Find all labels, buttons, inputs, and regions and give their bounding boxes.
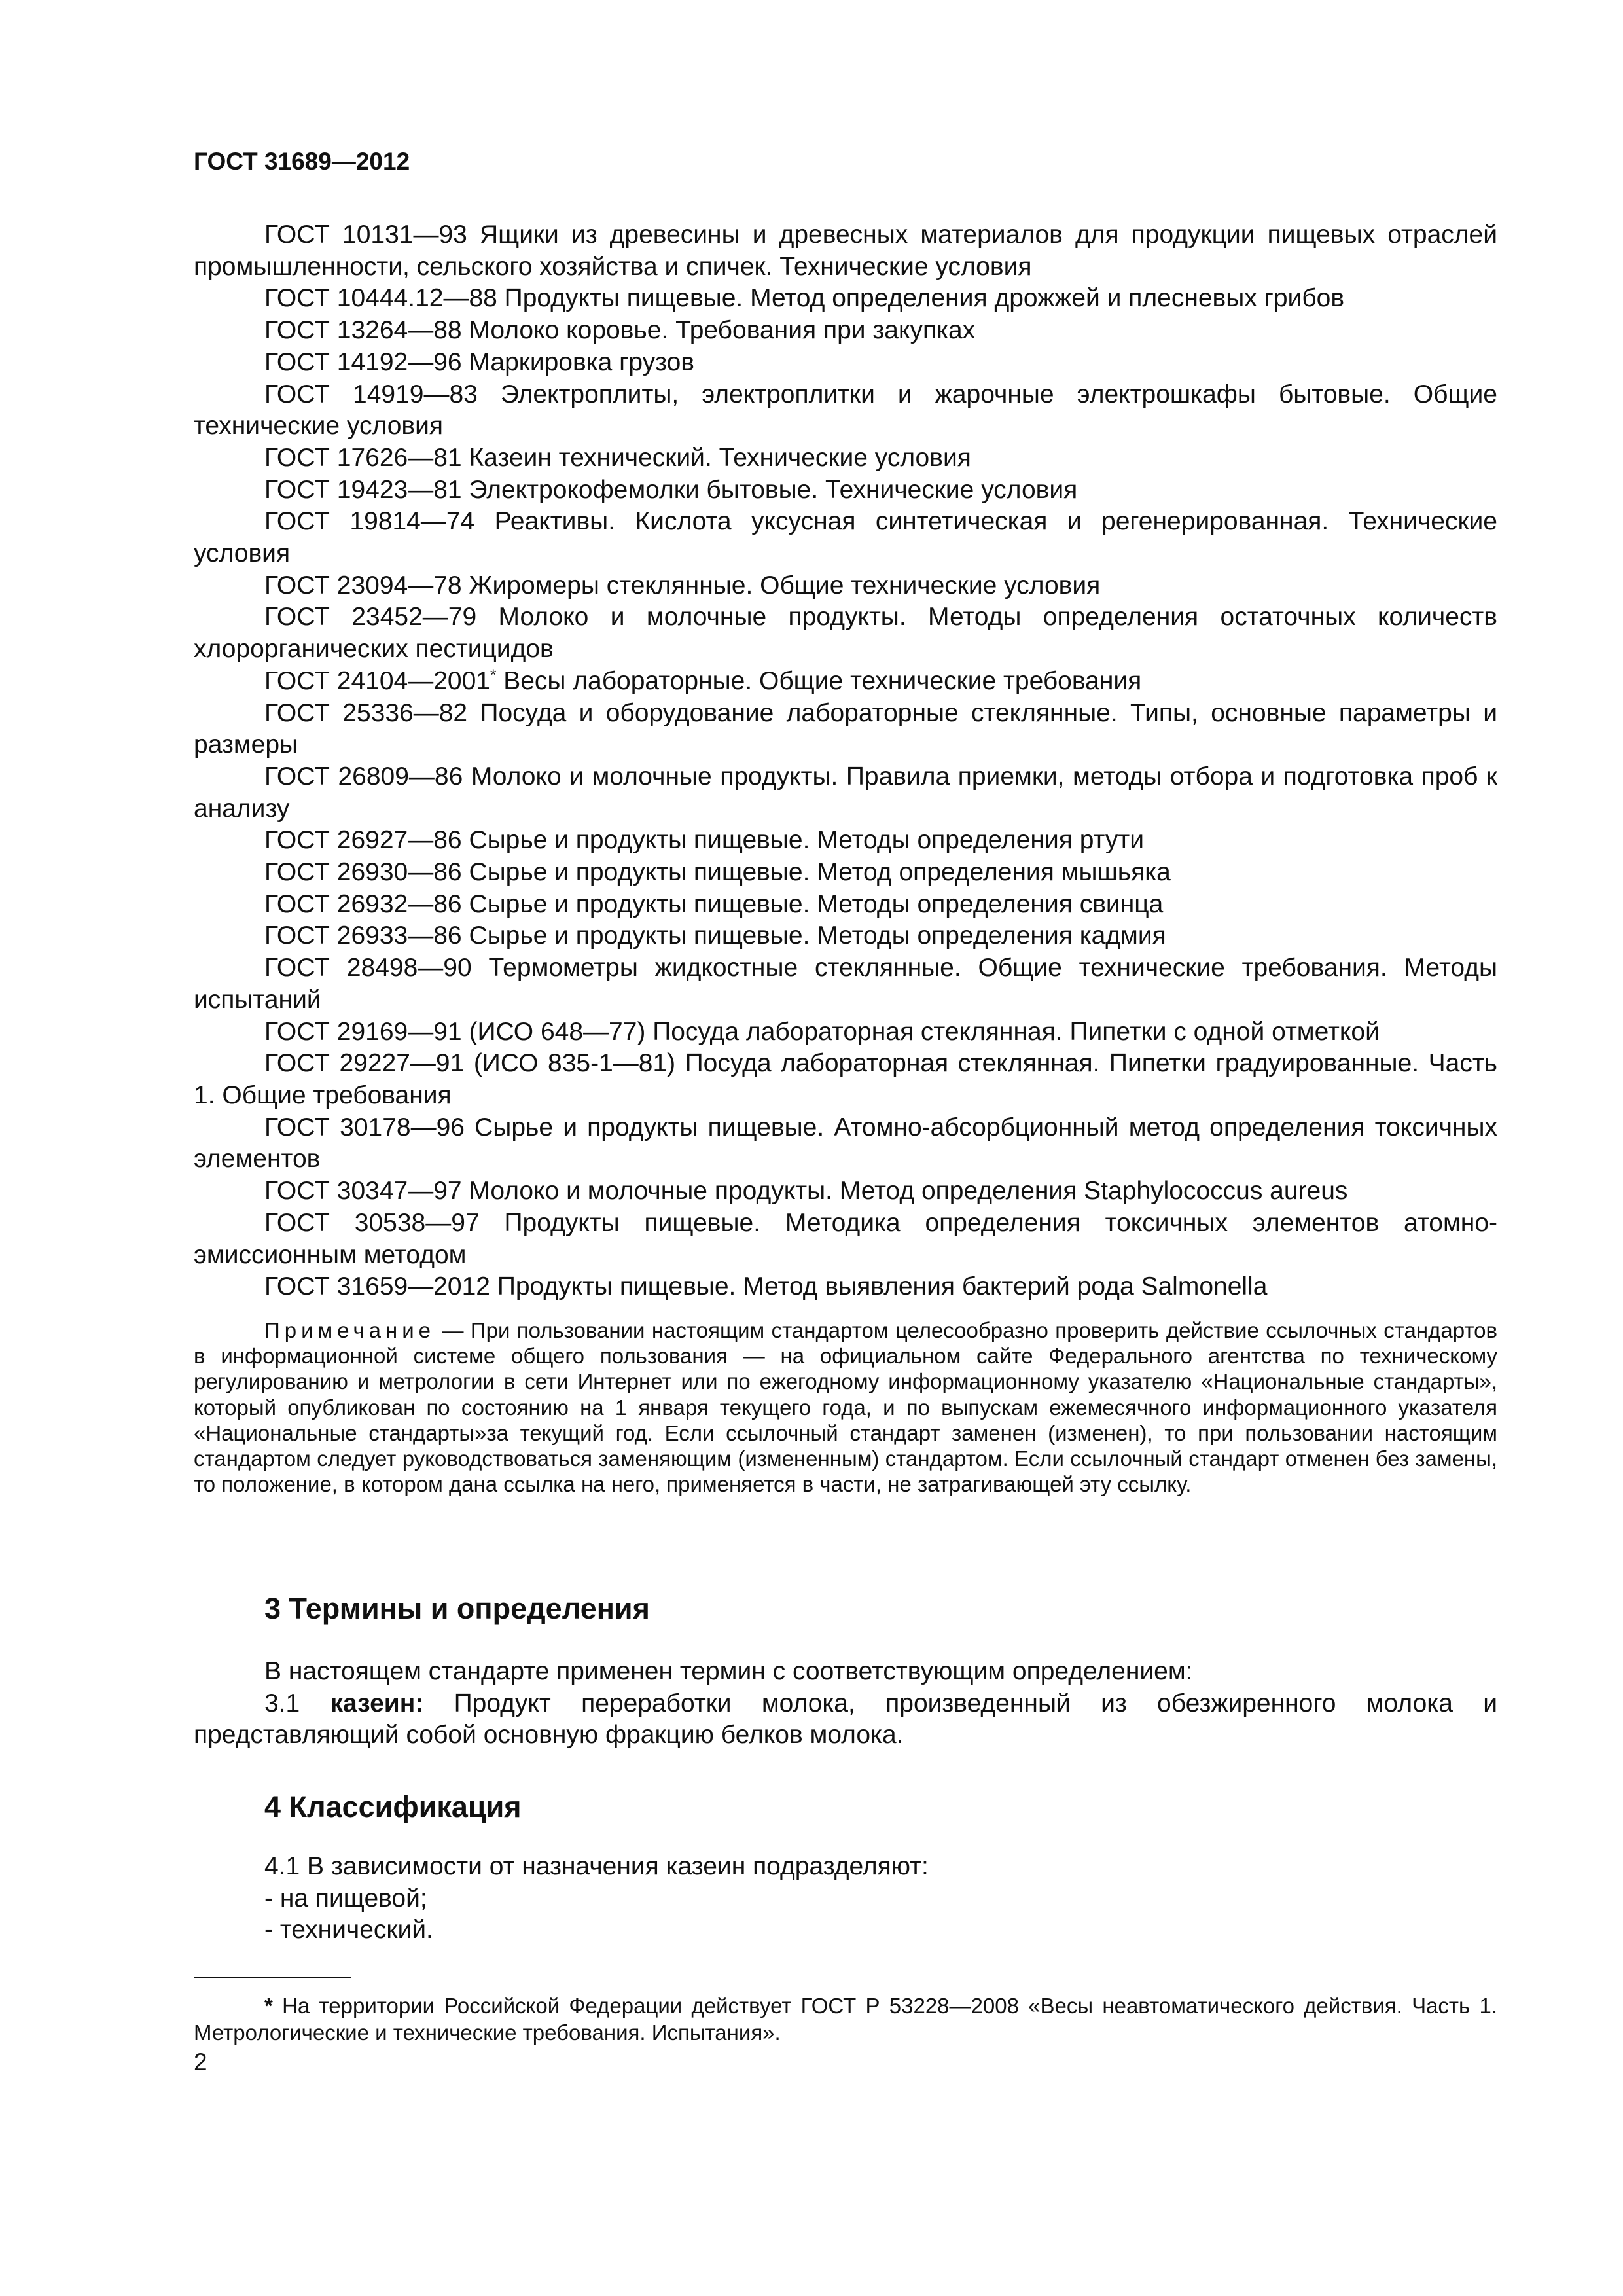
reference-item: ГОСТ 30538—97 Продукты пищевые. Методика определения токсичных элементов атомно-эмиссионным методом bbox=[194, 1208, 1497, 1269]
reference-item: ГОСТ 23452—79 Молоко и молочные продукты. Методы определения остаточных количеств хлорорганических пестицидов bbox=[194, 603, 1497, 664]
reference-item: ГОСТ 14919—83 Электроплиты, электроплитки и жарочные электрошкафы бытовые. Общие технические условия bbox=[194, 380, 1497, 440]
reference-item: ГОСТ 10131—93 Ящики из древесины и древесных материалов для продукции пищевых отраслей промышленности, сельского хозяйства и спичек. Технические условия bbox=[194, 221, 1497, 281]
section-3-body bbox=[194, 1656, 1497, 1751]
reference-item: ГОСТ 19814—74 Реактивы. Кислота уксусная синтетическая и регенерированная. Технические условия bbox=[194, 507, 1497, 568]
section-4-body bbox=[194, 1851, 1497, 1946]
page-number: 2 bbox=[194, 2049, 207, 2075]
note-block bbox=[194, 1318, 1497, 1497]
section-4-heading: 4 Классификация bbox=[264, 1790, 522, 1823]
reference-item: ГОСТ 17626—81 Казеин технический. Технические условия bbox=[264, 443, 971, 472]
reference-item: ГОСТ 26927—86 Сырье и продукты пищевые. Методы определения ртути bbox=[264, 826, 1144, 855]
note-text: — При пользовании настоящим стандартом целесообразно проверить действие ссылочных стандартов в информационной системе общего пользования — на официальном сайте Федерального агентства по техническому регулированию и метрологии в сети Интернет или по ежегодному информационному указателю «Национальные стандарты», который опубликован по состоянию на 1 января текущего года, и по выпускам ежемесячного информационного указателя «Национальные стандарты»за текущий год. Если ссылочный стандарт заменен (изменен), то при пользовании настоящим стандартом следует руководствоваться заменяющим (измененным) стандартом. Если ссылочный стандарт отменен без замены, то положение, в котором дана ссылка на него, применяется в части, не затрагивающей эту ссылку. bbox=[194, 1318, 1497, 1497]
footnote-mark: * bbox=[490, 666, 497, 684]
reference-item: ГОСТ 26932—86 Сырье и продукты пищевые. Методы определения свинца bbox=[264, 889, 1164, 918]
section-3-heading: 3 Термины и определения bbox=[264, 1592, 650, 1625]
reference-item: ГОСТ 26809—86 Молоко и молочные продукты. Правила приемки, методы отбора и подготовка проб к анализу bbox=[194, 762, 1497, 823]
footnote-mark: * bbox=[264, 1994, 273, 2018]
reference-item: ГОСТ 25336—82 Посуда и оборудование лабораторные стеклянные. Типы, основные параметры и размеры bbox=[194, 698, 1497, 759]
reference-item: ГОСТ 29227—91 (ИСО 835-1—81) Посуда лабораторная стеклянная. Пипетки градуированные. Часть 1. Общие требования bbox=[194, 1049, 1497, 1109]
list-item: - на пищевой; bbox=[264, 1884, 427, 1912]
reference-item-24104 bbox=[194, 666, 1497, 698]
footnote-text: На территории Российской Федерации действует ГОСТ Р 53228—2008 «Весы неавтоматического действия. Часть 1. Метрологические и технические требования. Испытания». bbox=[194, 1994, 1497, 2045]
footnote bbox=[194, 1992, 1497, 2046]
footnote-separator bbox=[194, 1977, 351, 1978]
reference-item: ГОСТ 26933—86 Сырье и продукты пищевые. Методы определения кадмия bbox=[264, 922, 1166, 950]
reference-item: ГОСТ 31659—2012 Продукты пищевые. Метод выявления бактерий рода Salmonella bbox=[264, 1272, 1268, 1301]
list-item: - технический. bbox=[264, 1916, 433, 1945]
term-number: 3.1 bbox=[264, 1689, 330, 1717]
reference-code: ГОСТ 24104—2001 bbox=[264, 666, 491, 695]
reference-item: ГОСТ 26930—86 Сырье и продукты пищевые. Метод определения мышьяка bbox=[264, 858, 1171, 887]
document-header: ГОСТ 31689—2012 bbox=[194, 148, 410, 175]
normative-references-list bbox=[194, 219, 1497, 1303]
reference-item: ГОСТ 30178—96 Сырье и продукты пищевые. Атомно-абсорбционный метод определения токсичных элементов bbox=[194, 1113, 1497, 1174]
reference-item: ГОСТ 10444.12—88 Продукты пищевые. Метод определения дрожжей и плесневых грибов bbox=[264, 284, 1345, 313]
reference-item: ГОСТ 30347—97 Молоко и молочные продукты. Метод определения Staphylococcus aureus bbox=[264, 1177, 1348, 1206]
term-text: Продукт переработки молока, произведенный из обезжиренного молока и представляющий собой основную фракцию белков молока. bbox=[194, 1689, 1497, 1749]
reference-title: Весы лабораторные. Общие технические требования bbox=[496, 666, 1142, 695]
section-4-intro: 4.1 В зависимости от назначения казеин подразделяют: bbox=[264, 1852, 929, 1880]
section-3-intro: В настоящем стандарте применен термин с соответствующим определением: bbox=[264, 1657, 1193, 1685]
reference-item: ГОСТ 14192—96 Маркировка грузов bbox=[264, 348, 694, 376]
reference-item: ГОСТ 19423—81 Электрокофемолки бытовые. Технические условия bbox=[264, 475, 1078, 504]
term-definition bbox=[194, 1688, 1497, 1751]
reference-item: ГОСТ 23094—78 Жиромеры стеклянные. Общие технические условия bbox=[264, 571, 1101, 600]
note-label: Примечание bbox=[264, 1318, 436, 1342]
reference-item: ГОСТ 29169—91 (ИСО 648—77) Посуда лабораторная стеклянная. Пипетки с одной отметкой bbox=[264, 1017, 1380, 1046]
reference-item: ГОСТ 13264—88 Молоко коровье. Требования при закупках bbox=[264, 316, 976, 345]
term-name: казеин: bbox=[330, 1689, 424, 1717]
reference-item: ГОСТ 28498—90 Термометры жидкостные стеклянные. Общие технические требования. Методы испытаний bbox=[194, 954, 1497, 1014]
note-paragraph bbox=[194, 1318, 1497, 1497]
